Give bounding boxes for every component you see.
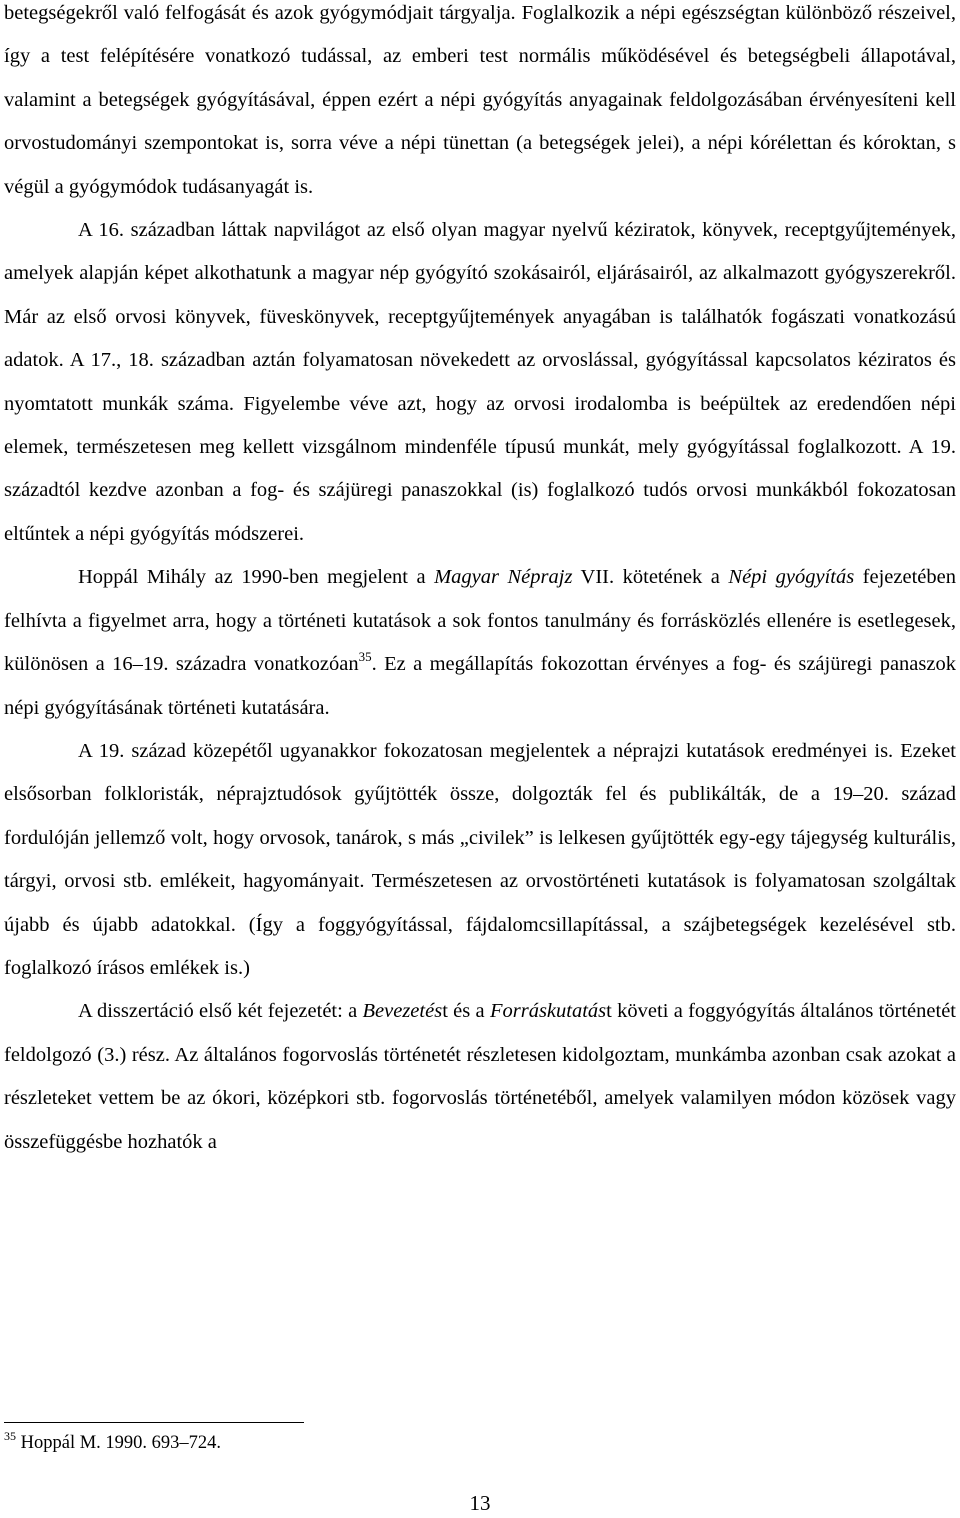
italic-text: Népi gyógyítás xyxy=(728,566,855,589)
text-run: fejezetében felhívta a figyelmet arra, hogy a történeti kutatások a sok fontos tanulmány és forrásközlés ellenére is esetlegesek, különösen a 16–19. századra vonatkozóan xyxy=(4,566,956,676)
paragraph xyxy=(4,990,956,1164)
footnote-number: 35 xyxy=(4,1429,16,1443)
text-run: VII. kötetének a xyxy=(572,566,729,589)
italic-text: Forráskutatás xyxy=(489,1000,607,1023)
text-run: t és a xyxy=(442,1000,490,1023)
footnote-separator xyxy=(4,1422,304,1423)
footnote xyxy=(4,1430,221,1456)
text-run: . Ez a megállapítás fokozottan érvényes a fog- és szájüregi panaszok népi gyógyításának történeti kutatására. xyxy=(4,653,956,719)
footnote-reference: 35 xyxy=(358,649,372,665)
text-run: t követi a foggyógyítás általános történetét feldolgozó (3.) rész. Az általános fogorvoslás történetét részletesen kidolgoztam, munkámba azonban csak azokat a részleteket vettem be az ókori, középkori stb. fogorvoslás történetéből, amelyek valamilyen módon közösek vagy összefüggésbe hozhatók a xyxy=(4,1000,956,1153)
text-run: A disszertáció első két fejezetét: a xyxy=(78,1000,363,1023)
italic-text: Bevezetés xyxy=(362,1000,443,1023)
paragraph xyxy=(4,209,956,556)
footnote-text: Hoppál M. 1990. 693–724. xyxy=(16,1433,222,1453)
paragraph xyxy=(4,730,956,990)
text-run: betegségekről való felfogását és azok gyógymódjait tárgyalja. Foglalkozik a népi egészségtan különböző részeivel, így a test felépítésére vonatkozó tudással, az emberi test normális működésével és betegségbeli állapotával, valamint a betegségek gyógyításával, éppen ezért a népi gyógyítás anyagainak feldolgozásában érvényesíteni kell orvostudományi szempontokat is, sorra véve a népi tünettan (a betegségek jelei), a népi kórélettan és kóroktan, s végül a gyógymódok tudásanyagát is. xyxy=(4,2,956,198)
text-run: A 19. század közepétől ugyanakkor fokozatosan megjelentek a néprajzi kutatások eredményei is. Ezeket elsősorban folkloristák, néprajztudósok gyűjtötték össze, dolgozták fel és publikálták, de a 19–20. század fordulóján jellemző volt, hogy orvosok, tanárok, s más „civilek” is lelkesen gyűjtötték egy-egy tájegység kulturális, tárgyi, orvosi stb. emlékeit, hagyományait. Természetesen az orvostörténeti kutatások is folyamatosan szolgáltak újabb és újabb adatokkal. (Így a foggyógyítással, fájdalomcsillapítással, a szájbetegségek kezelésével stb. foglalkozó írásos emlékek is.) xyxy=(4,739,956,979)
paragraph xyxy=(4,0,956,209)
italic-text: Magyar Néprajz xyxy=(434,566,573,589)
body-text xyxy=(4,0,956,1164)
text-run: A 16. században láttak napvilágot az első olyan magyar nyelvű kéziratok, könyvek, receptgyűjtemények, amelyek alapján képet alkothatunk a magyar nép gyógyító szokásairól, eljárásairól, az alkalmazott gyógyszerekről. Már az első orvosi könyvek, füveskönyvek, receptgyűjtemények anyagában is találhatók fogászati vonatkozású adatok. A 17., 18. században aztán folyamatosan növekedett az orvoslással, gyógyítással kapcsolatos kéziratos és nyomtatott munkák száma. Figyelembe véve azt, hogy az orvosi irodalomba is beépültek az eredendően népi elemek, természetesen meg kellett vizsgálnom mindenféle típusú munkát, mely gyógyítással foglalkozott. A 19. századtól kezdve azonban a fog- és szájüregi panaszokkal (is) foglalkozó tudós orvosi munkákból fokozatosan eltűntek a népi gyógyítás módszerei. xyxy=(4,219,956,545)
paragraph xyxy=(4,556,956,730)
text-run: Hoppál Mihály az 1990-ben megjelent a xyxy=(78,566,435,589)
page-number: 13 xyxy=(469,1491,491,1515)
